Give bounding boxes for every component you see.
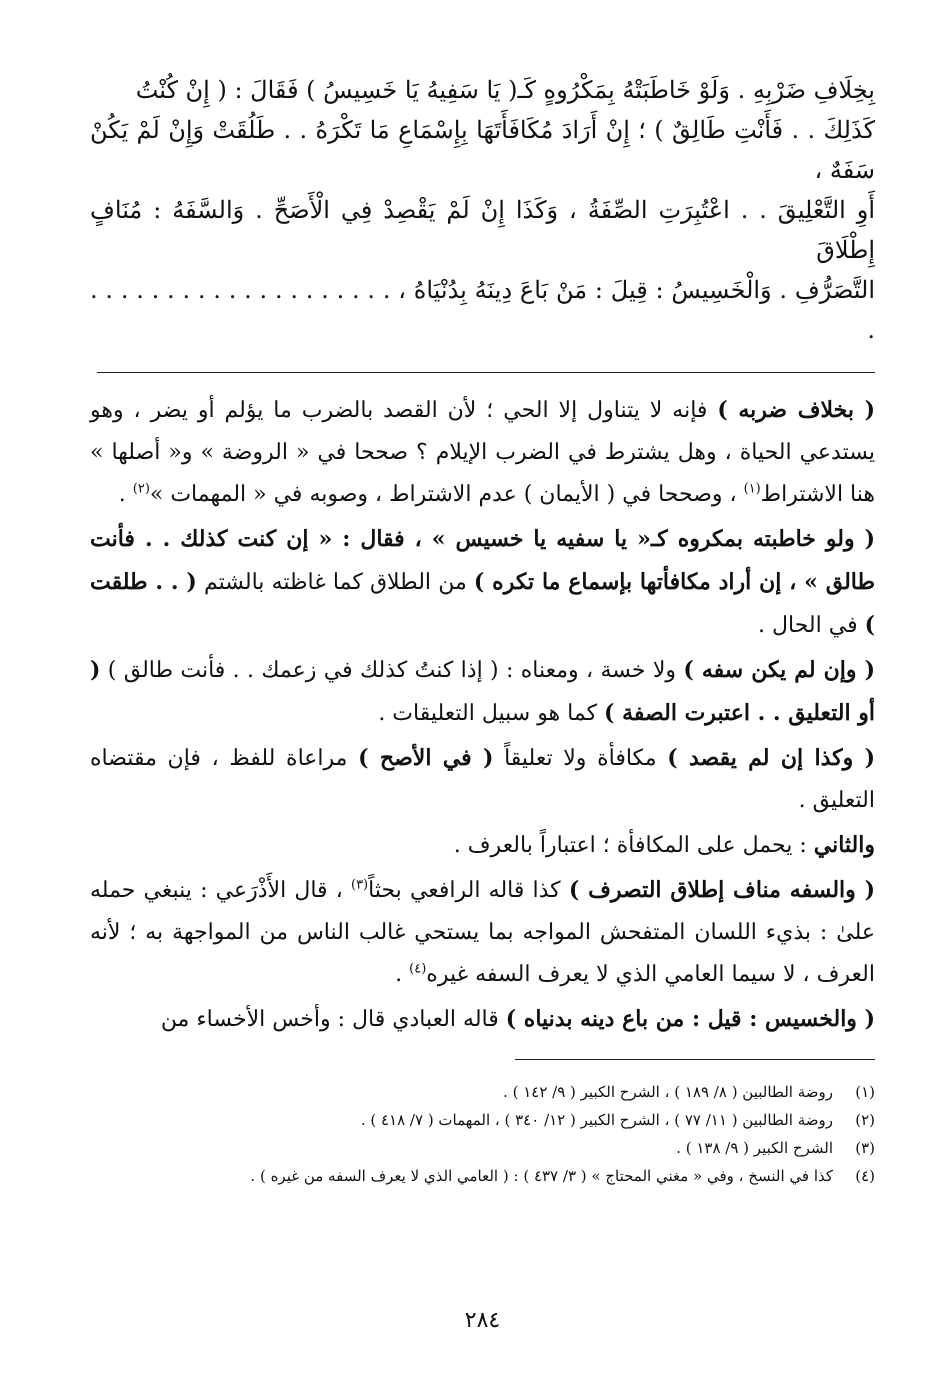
footnote-text: روضة الطالبين ( ١١/ ٧٧ ) ، الشرح الكبير ( ١٢/ ٣٤٠ ) ، المهمات ( ٧/ ٤١٨ ) . xyxy=(360,1111,833,1129)
commentary-span: مراعاة للفظ ، فإن مقتضاه التعليق . xyxy=(90,746,875,813)
commentary-text xyxy=(90,389,875,1041)
commentary-span: مكافأة ولا تعليقاً xyxy=(493,746,668,771)
commentary-paragraph xyxy=(90,869,875,996)
commentary-span: فإنه لا يتناول إلا الحي ؛ لأن القصد بالضرب ما يؤلم أو يضر ، وهو يستدعي الحياة ، وهل يشترط في الضرب الإيلام ؟ صححا في « الروضة » و« أصلها » هنا الاشتراط xyxy=(90,398,875,507)
footnote-item xyxy=(90,1078,875,1106)
commentary-paragraph xyxy=(90,389,875,516)
footnote-item xyxy=(90,1162,875,1190)
quoted-matn: ( وإن لم يكن سفه ) xyxy=(683,657,875,683)
quoted-matn: ( في الأصح ) xyxy=(358,745,494,771)
footnote-ref[interactable]: (١) xyxy=(743,481,761,497)
quoted-matn: والثاني xyxy=(813,832,875,858)
matn-line: أَوِ التَّعْلِيقَ . . اعْتُبِرَتِ الصِّفَةُ ، وَكَذَا إِنْ لَمْ يَقْصِدْ فِي الْأَصَحِّ . وَالسَّفَهُ : مُنَافٍ إِطْلَاقَ xyxy=(90,196,875,264)
footnote-separator xyxy=(515,1059,875,1060)
separator-rule xyxy=(97,372,875,373)
page-number: ٢٨٤ xyxy=(464,1308,501,1333)
footnote-ref[interactable]: (٣) xyxy=(350,877,369,893)
footnote-item xyxy=(90,1134,875,1162)
footnote-number: (١) xyxy=(855,1083,875,1101)
commentary-span: . xyxy=(395,962,410,987)
commentary-span: . xyxy=(118,482,133,507)
commentary-paragraph xyxy=(90,824,875,867)
commentary-paragraph xyxy=(90,649,875,735)
footnote-number: (٤) xyxy=(855,1167,875,1185)
quoted-matn: ( والخسيس : قيل : من باع دينه بدنياه ) xyxy=(505,1006,875,1032)
commentary-span: ، قال الأَذْرَعي : ينبغي حمله علىٰ : بذيء اللسان المتفحش المواجه بما يستحي غالب الناس من المواجهة به ؛ لأنه العرف ، لا سيما العامي الذي لا يعرف السفه غيره xyxy=(90,878,875,987)
quoted-matn: ( ولو خاطبته بمكروه كـ« يا سفيه يا خسيس » ، فقال : « إن كنت كذلك . . فأنت طالق » ، إن أراد مكافأتها بإسماع ما تكره ) xyxy=(90,526,875,595)
quoted-matn: ( والسفه مناف إطلاق التصرف ) xyxy=(568,877,875,903)
commentary-span: في الحال . xyxy=(758,613,865,638)
footnote-ref[interactable]: (٢) xyxy=(132,481,150,497)
footnote-text: كذا في النسخ ، وفي « مغني المحتاج » ( ٣/ ٤٣٧ ) : ( العامي الذي لا يعرف السفه من غيره ) . xyxy=(250,1167,833,1185)
quoted-matn: ( . . طلقت ) xyxy=(90,569,875,638)
commentary-paragraph xyxy=(90,518,875,647)
matn-line: كَذَلِكَ . . فَأَنْتِ طَالِقٌ ) ؛ إِنْ أَرَادَ مُكَافَأَتَهَا بِإِسْمَاعِ مَا تَكْرَهُ . . طَلُقَتْ وَإِنْ لَمْ يَكُنْ سَفَهٌ ، xyxy=(90,116,875,184)
footnote-ref[interactable]: (٤) xyxy=(409,961,427,977)
matn-text xyxy=(90,70,875,350)
matn-line: التَّصَرُّفِ . وَالْخَسِيسُ : قِيلَ : مَنْ بَاعَ دِينَهُ بِدُنْيَاهُ ، . . . . . . . . . . . . . . . . . . . . . xyxy=(90,276,875,344)
commentary-span: ، وصححا في ( الأيمان ) عدم الاشتراط ، وصوبه في « المهمات » xyxy=(149,482,744,507)
footnote-text: روضة الطالبين ( ٨/ ١٨٩ ) ، الشرح الكبير ( ٩/ ١٤٢ ) . xyxy=(503,1083,833,1101)
commentary-span: ولا خسة ، ومعناه : ( إذا كنتُ كذلك في زعمك . . فأنت طالق ) xyxy=(100,658,684,683)
page xyxy=(90,70,875,1360)
commentary-span: : يحمل على المكافأة ؛ اعتباراً بالعرف . xyxy=(453,833,814,858)
commentary-span: من الطلاق كما غاظته بالشتم xyxy=(196,570,474,595)
footnotes xyxy=(90,1078,875,1190)
commentary-span: كما هو سبيل التعليقات . xyxy=(378,701,605,726)
quoted-matn: ( أو التعليق . . اعتبرت الصفة ) xyxy=(90,657,875,726)
footnote-number: (٢) xyxy=(855,1111,875,1129)
commentary-span: كذا قاله الرافعي بحثاً xyxy=(368,878,569,903)
commentary-paragraph xyxy=(90,998,875,1041)
footnote-text: الشرح الكبير ( ٩/ ١٣٨ ) . xyxy=(676,1139,833,1157)
quoted-matn: ( وكذا إن لم يقصد ) xyxy=(667,745,875,771)
quoted-matn: ( بخلاف ضربه ) xyxy=(717,397,875,423)
commentary-paragraph xyxy=(90,737,875,822)
footnote-item xyxy=(90,1106,875,1134)
footnote-number: (٣) xyxy=(855,1139,875,1157)
matn-line: بِخِلَافِ ضَرْبِهِ . وَلَوْ خَاطَبَتْهُ بِمَكْرُوهٍ كَـ( يَا سَفِيهُ يَا خَسِيسُ ) فَقَالَ : ( إِنْ كُنْتُ xyxy=(135,76,875,104)
commentary-span: قاله العبادي قال : وأخس الأخساء من xyxy=(160,1007,506,1032)
